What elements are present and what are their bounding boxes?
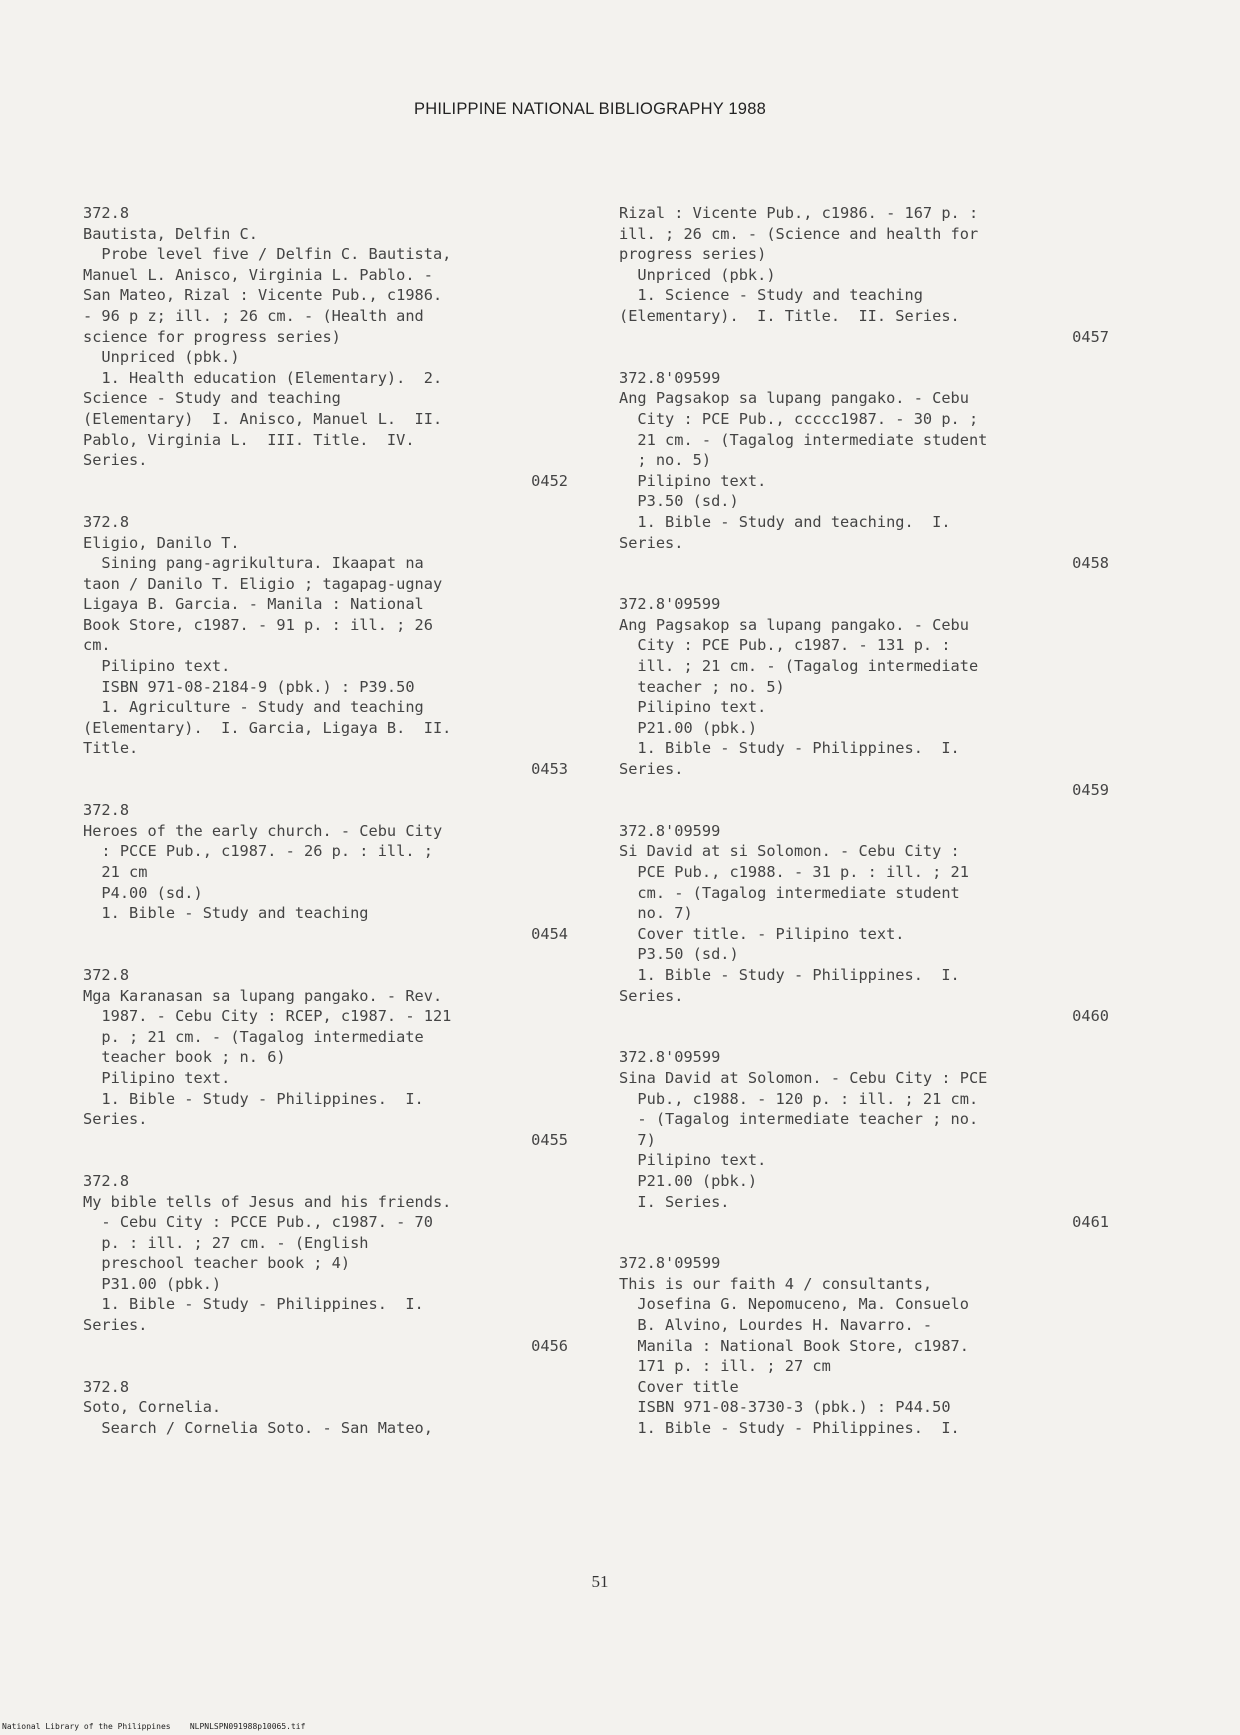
entry-line: P31.00 (pbk.)	[83, 1274, 222, 1293]
entry-line: PCE Pub., c1988. - 31 p. : ill. ; 21	[619, 863, 969, 881]
entry-number: 0454	[531, 924, 568, 943]
entry-line: Ligaya B. Garcia. - Manila : National	[83, 595, 424, 614]
entry-line: science for progress series)	[83, 327, 341, 346]
entry-line: 372.8	[83, 1171, 130, 1190]
entry-line: 7)	[619, 1130, 656, 1149]
entry-line: Sining pang-agrikultura. Ikaapat na	[83, 554, 424, 573]
entry-number: 0453	[531, 760, 568, 779]
entry-line: Pilipino text.	[83, 657, 231, 676]
entry-line: preschool teacher book ; 4)	[83, 1254, 351, 1273]
entry-line: Series.	[83, 1316, 148, 1335]
entry-line: 372.8'09599	[619, 368, 721, 387]
entry-line: (Elementary). I. Title. II. Series.	[619, 306, 960, 325]
entry-line: P3.50 (sd.)	[619, 492, 739, 511]
bib-entry	[83, 203, 568, 491]
entry-line: p. ; 21 cm. - (Tagalog intermediate	[83, 1027, 424, 1046]
entry-line: 1. Bible - Study - Philippines. I.	[619, 1419, 960, 1438]
entry-line: p. : ill. ; 27 cm. - (English	[83, 1233, 369, 1252]
entry-line: 1. Bible - Study - Philippines. I.	[619, 739, 960, 758]
entry-line: Series.	[619, 760, 684, 779]
entry-line: 372.8	[83, 512, 130, 531]
entry-line: ; no. 5)	[619, 451, 712, 470]
entry-line: Series.	[619, 533, 684, 552]
entry-line: (Elementary). I. Garcia, Ligaya B. II.	[83, 718, 452, 737]
entry-line: - (Tagalog intermediate teacher ; no.	[619, 1110, 979, 1129]
entry-line: 1. Bible - Study and teaching	[83, 904, 369, 923]
entry-line: Soto, Cornelia.	[83, 1398, 222, 1417]
entry-line: Probe level five / Delfin C. Bautista,	[83, 245, 452, 264]
entry-line: no. 7)	[619, 904, 693, 923]
entry-line: I. Series.	[619, 1192, 730, 1211]
entry-line: Si David at si Solomon. - Cebu City :	[619, 842, 960, 861]
entry-line: progress series)	[619, 245, 767, 264]
entry-line: Josefina G. Nepomuceno, Ma. Consuelo	[619, 1295, 969, 1314]
scan-footer: National Library of the Philippines NLPNLSPN091988p10065.tif	[2, 1722, 306, 1731]
entry-line: ill. ; 21 cm. - (Tagalog intermediate	[619, 657, 979, 676]
left-column	[83, 203, 568, 1459]
entry-line: Cover title. - Pilipino text.	[619, 924, 905, 943]
entry-line: 1. Science - Study and teaching	[619, 286, 923, 305]
entry-line: Ang Pagsakop sa lupang pangako. - Cebu	[619, 615, 969, 634]
entry-line: - 96 p z; ill. ; 26 cm. - (Health and	[83, 306, 424, 325]
bib-entry	[83, 1377, 568, 1439]
entry-number: 0458	[1072, 554, 1109, 573]
entry-line: (Elementary) I. Anisco, Manuel L. II.	[83, 409, 443, 428]
entry-line: City : PCE Pub., ccccc1987. - 30 p. ;	[619, 409, 979, 428]
entry-line: This is our faith 4 / consultants,	[619, 1274, 933, 1293]
entry-line: Eligio, Danilo T.	[83, 533, 240, 552]
entry-line: B. Alvino, Lourdes H. Navarro. -	[619, 1316, 933, 1335]
entry-line: 372.8'09599	[619, 821, 721, 840]
entry-line: 1. Agriculture - Study and teaching	[83, 698, 424, 717]
entry-line: Manila : National Book Store, c1987.	[619, 1336, 969, 1355]
entry-line: Rizal : Vicente Pub., c1986. - 167 p. :	[619, 204, 979, 222]
entry-line: 372.8'09599	[619, 1254, 721, 1273]
entry-line: 372.8'09599	[619, 595, 721, 614]
entry-line: ill. ; 26 cm. - (Science and health for	[619, 224, 979, 243]
entry-line: Search / Cornelia Soto. - San Mateo,	[83, 1419, 433, 1438]
entry-line: Pilipino text.	[619, 471, 767, 490]
entry-number: 0456	[531, 1336, 568, 1355]
entry-line: Unpriced (pbk.)	[619, 265, 776, 284]
bib-entry	[619, 368, 1109, 574]
entry-line: 372.8	[83, 1377, 130, 1396]
bib-entry	[83, 1171, 568, 1356]
entry-line: 21 cm. - (Tagalog intermediate student	[619, 430, 988, 449]
entry-line: ISBN 971-08-3730-3 (pbk.) : P44.50	[619, 1398, 951, 1417]
entry-line: 1. Bible - Study and teaching. I.	[619, 512, 951, 531]
bib-entry	[619, 821, 1109, 1027]
entry-line: Pub., c1988. - 120 p. : ill. ; 21 cm.	[619, 1089, 979, 1108]
entry-line: 1. Bible - Study - Philippines. I.	[83, 1295, 424, 1314]
entry-line: Series.	[619, 986, 684, 1005]
entry-line: 171 p. : ill. ; 27 cm	[619, 1357, 831, 1376]
bib-entry	[83, 800, 568, 944]
bib-entry	[619, 1047, 1109, 1232]
entry-number: 0459	[1072, 780, 1109, 799]
entry-line: 1. Bible - Study - Philippines. I.	[83, 1089, 424, 1108]
entry-line: Unpriced (pbk.)	[83, 348, 240, 367]
entry-line: 372.8	[83, 204, 130, 222]
entry-line: P4.00 (sd.)	[83, 883, 203, 902]
entry-number: 0457	[1072, 327, 1109, 346]
entry-line: Manuel L. Anisco, Virginia L. Pablo. -	[83, 265, 433, 284]
entry-line: Bautista, Delfin C.	[83, 224, 258, 243]
bib-entry	[619, 203, 1109, 347]
entry-line: 21 cm	[83, 863, 148, 881]
entry-number: 0452	[531, 471, 568, 490]
entry-line: 372.8	[83, 801, 130, 820]
entry-line: 372.8'09599	[619, 1048, 721, 1067]
entry-line: Series.	[83, 1110, 148, 1129]
bib-entry	[619, 594, 1109, 800]
entry-line: 1. Health education (Elementary). 2.	[83, 368, 443, 387]
entry-line: teacher ; no. 5)	[619, 677, 785, 696]
entry-line: Sina David at Solomon. - Cebu City : PCE	[619, 1068, 988, 1087]
bib-entry	[83, 965, 568, 1150]
entry-line: P21.00 (pbk.)	[619, 1171, 758, 1190]
entry-number: 0460	[1072, 1007, 1109, 1026]
entry-line: Cover title	[619, 1377, 739, 1396]
entry-line: cm. - (Tagalog intermediate student	[619, 883, 960, 902]
entry-line: Mga Karanasan sa lupang pangako. - Rev.	[83, 986, 443, 1005]
entry-line: 1. Bible - Study - Philippines. I.	[619, 965, 960, 984]
entry-number: 0461	[1072, 1213, 1109, 1232]
entry-line: 1987. - Cebu City : RCEP, c1987. - 121	[83, 1007, 452, 1026]
entry-line: Pilipino text.	[619, 698, 767, 717]
entry-line: Book Store, c1987. - 91 p. : ill. ; 26	[83, 615, 433, 634]
entry-line: taon / Danilo T. Eligio ; tagapag-ugnay	[83, 574, 443, 593]
entry-line: Series.	[83, 451, 148, 470]
entry-line: ISBN 971-08-2184-9 (pbk.) : P39.50	[83, 677, 415, 696]
entry-line: P21.00 (pbk.)	[619, 718, 758, 737]
entry-line: Ang Pagsakop sa lupang pangako. - Cebu	[619, 389, 969, 408]
entry-line: Pilipino text.	[619, 1151, 767, 1170]
entry-line: Pilipino text.	[83, 1068, 231, 1087]
entry-line: - Cebu City : PCCE Pub., c1987. - 70	[83, 1213, 433, 1232]
entry-line: cm.	[83, 636, 111, 655]
page-header: PHILIPPINE NATIONAL BIBLIOGRAPHY 1988	[414, 100, 766, 118]
entry-number: 0455	[531, 1130, 568, 1149]
entry-line: Heroes of the early church. - Cebu City	[83, 821, 443, 840]
entry-line: 372.8	[83, 965, 130, 984]
entry-line: Science - Study and teaching	[83, 389, 341, 408]
right-column	[619, 203, 1109, 1459]
entry-line: teacher book ; n. 6)	[83, 1048, 286, 1067]
entry-line: P3.50 (sd.)	[619, 945, 739, 964]
entry-line: My bible tells of Jesus and his friends.	[83, 1192, 452, 1211]
bib-entry	[83, 512, 568, 780]
entry-line: Title.	[83, 739, 139, 758]
entry-line: Pablo, Virginia L. III. Title. IV.	[83, 430, 415, 449]
page-number: 51	[591, 1572, 609, 1591]
bib-entry	[619, 1253, 1109, 1438]
entry-line: City : PCE Pub., c1987. - 131 p. :	[619, 636, 951, 655]
entry-line: San Mateo, Rizal : Vicente Pub., c1986.	[83, 286, 443, 305]
entry-line: : PCCE Pub., c1987. - 26 p. : ill. ;	[83, 842, 433, 861]
